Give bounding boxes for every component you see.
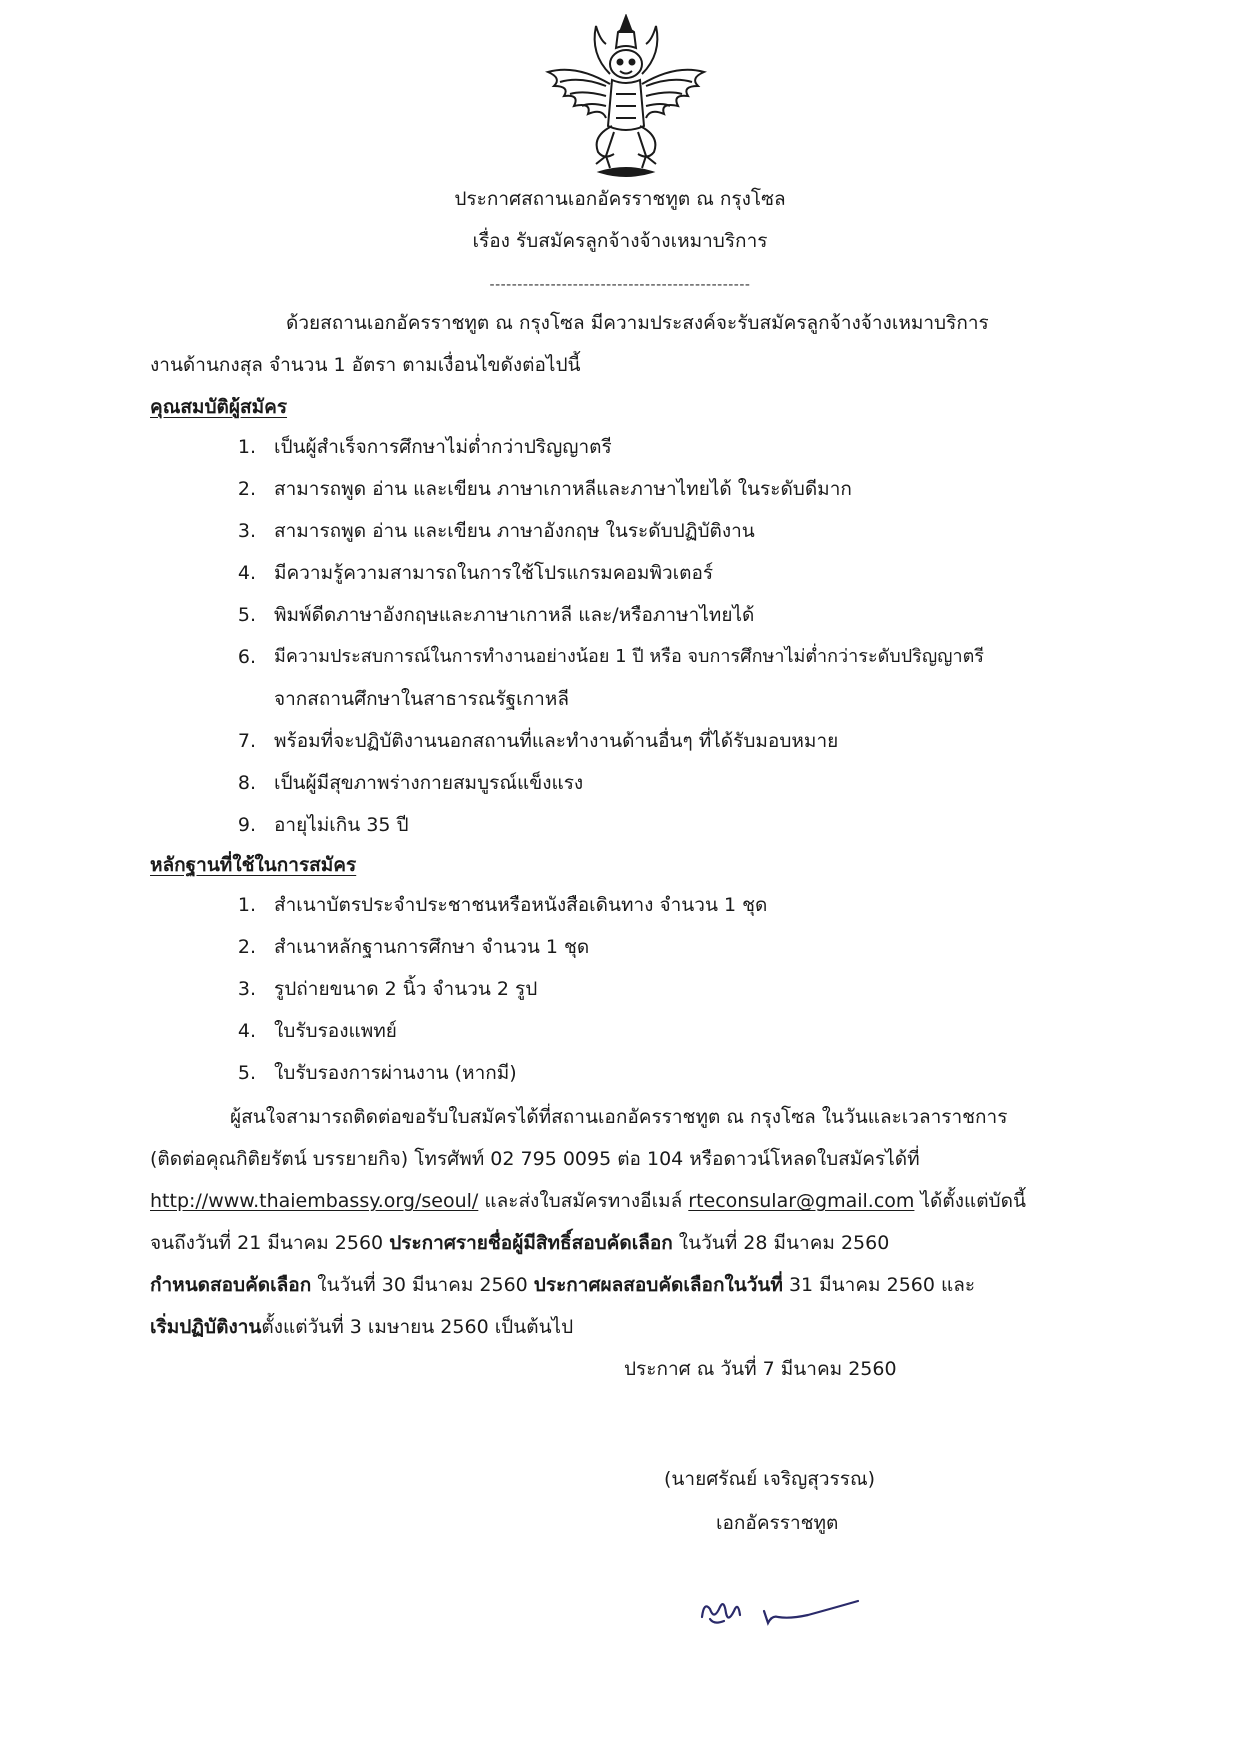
list-item-text: สามารถพูด อ่าน และเขียน ภาษาเกาหลีและภาษาไทยได้ ในระดับดีมาก [274,478,852,500]
garuda-emblem-icon [540,14,712,182]
list-item-text: สำเนาบัตรประจำประชาชนหรือหนังสือเดินทาง จำนวน 1 ชุด [274,894,768,916]
list-item-number: 8. [237,772,256,794]
list-item-number: 1. [237,436,256,458]
list-item-text: ใบรับรองการผ่านงาน (หากมี) [274,1062,517,1084]
list-item-number: 3. [237,520,256,542]
contact-line-2: (ติดต่อคุณกิติยรัตน์ บรรยายกิจ) โทรศัพท์ 02 795 0095 ต่อ 104 หรือดาวน์โหลดใบสมัครได้ที่ [150,1148,920,1170]
result-date-text: 31 มีนาคม 2560 และ [782,1274,976,1296]
candidate-list-label: ประกาศรายชื่อผู้มีสิทธิ์สอบคัดเลือก [389,1232,673,1254]
ambassador-signature [690,1585,870,1635]
list-item-text: มีความรู้ความสามารถในการใช้โปรแกรมคอมพิวเตอร์ [274,562,714,584]
announcement-subject: เรื่อง รับสมัครลูกจ้างจ้างเหมาบริการ [472,230,768,252]
list-item-text: สามารถพูด อ่าน และเขียน ภาษาอังกฤษ ในระดับปฏิบัติงาน [274,520,755,542]
contact-line-4 [150,1230,889,1256]
start-work-label: เริ่มปฏิบัติงาน [150,1316,262,1338]
list-item-text: พิมพ์ดีดภาษาอังกฤษและภาษาเกาหลี และ/หรือภาษาไทยได้ [274,604,755,626]
list-item-text: อายุไม่เกิน 35 ปี [274,814,409,836]
contact-line-5 [150,1272,975,1298]
list-item-number: 5. [237,1062,256,1084]
announcement-title: ประกาศสถานเอกอัครราชทูต ณ กรุงโซล [454,188,786,210]
list-item-number: 2. [237,936,256,958]
list-item-number: 4. [237,1020,256,1042]
contact-line-6 [150,1314,573,1340]
intro-line-1: ด้วยสถานเอกอัครราชทูต ณ กรุงโซล มีความประสงค์จะรับสมัครลูกจ้างจ้างเหมาบริการ [286,312,989,334]
title-separator: ----------------------------------------------- [489,277,751,293]
candidate-list-date: ในวันที่ 28 มีนาคม 2560 [672,1232,890,1254]
list-item-text: มีความประสบการณ์ในการทำงานอย่างน้อย 1 ปี หรือ จบการศึกษาไม่ต่ำกว่าระดับปริญญาตรี [274,646,984,667]
signer-name: (นายศรัณย์ เจริญสุวรรณ) [664,1468,876,1490]
intro-line-2: งานด้านกงสุล จำนวน 1 อัตรา ตามเงื่อนไขดังต่อไปนี้ [150,354,581,376]
embassy-website-link[interactable]: http://www.thaiembassy.org/seoul/ [150,1190,479,1212]
consular-email-link[interactable]: rteconsular@gmail.com [688,1190,915,1212]
list-item-text: ใบรับรองแพทย์ [274,1020,397,1042]
announcement-date: ประกาศ ณ วันที่ 7 มีนาคม 2560 [624,1358,897,1380]
application-deadline-text: จนถึงวันที่ 21 มีนาคม 2560 [150,1232,390,1254]
contact-line-1: ผู้สนใจสามารถติดต่อขอรับใบสมัครได้ที่สถานเอกอัครราชทูต ณ กรุงโซล ในวันและเวลาราชการ [230,1106,1008,1128]
list-item-text: สำเนาหลักฐานการศึกษา จำนวน 1 ชุด [274,936,590,958]
list-item-text: เป็นผู้มีสุขภาพร่างกายสมบูรณ์แข็งแรง [274,772,584,794]
list-item-number: 6. [237,646,256,668]
contact-tail-text: ได้ตั้งแต่บัดนี้ [914,1190,1026,1212]
list-item-number: 2. [237,478,256,500]
list-item-number: 9. [237,814,256,836]
exam-date-label: กำหนดสอบคัดเลือก [150,1274,312,1296]
start-work-text: ตั้งแต่วันที่ 3 เมษายน 2560 เป็นต้นไป [261,1316,574,1338]
list-item-number: 4. [237,562,256,584]
contact-mid-text: และส่งใบสมัครทางอีเมล์ [478,1190,689,1212]
contact-line-3 [150,1188,1026,1214]
list-item-text: รูปถ่ายขนาด 2 นิ้ว จำนวน 2 รูป [274,978,538,1000]
list-item-number: 1. [237,894,256,916]
list-item-text: เป็นผู้สำเร็จการศึกษาไม่ต่ำกว่าปริญญาตรี [274,436,612,458]
list-item-number: 7. [237,730,256,752]
signer-position: เอกอัครราชทูต [716,1512,839,1534]
documents-heading: หลักฐานที่ใช้ในการสมัคร [150,854,357,876]
list-item-number: 3. [237,978,256,1000]
result-date-label: ประกาศผลสอบคัดเลือกในวันที่ [533,1274,783,1296]
list-item-text: พร้อมที่จะปฏิบัติงานนอกสถานที่และทำงานด้านอื่นๆ ที่ได้รับมอบหมาย [274,730,839,752]
list-item-continuation: จากสถานศึกษาในสาธารณรัฐเกาหลี [274,688,569,710]
exam-date-text: ในวันที่ 30 มีนาคม 2560 [311,1274,534,1296]
list-item-number: 5. [237,604,256,626]
qualifications-heading: คุณสมบัติผู้สมัคร [150,396,288,418]
